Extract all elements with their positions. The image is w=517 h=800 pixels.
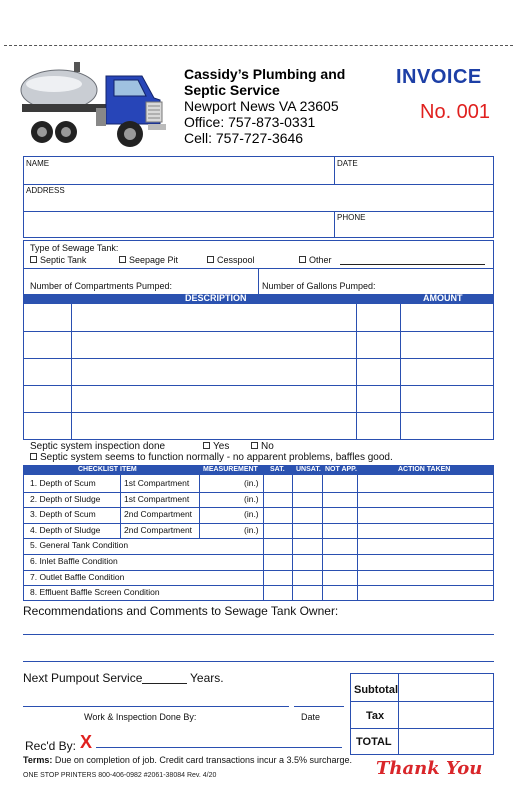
checklist-item-label: 4. Depth of Sludge xyxy=(30,524,101,535)
not-app-header: NOT APP. xyxy=(325,466,357,473)
address-field[interactable]: ADDRESS xyxy=(26,186,65,195)
date-field[interactable]: DATE xyxy=(337,159,358,168)
row-divider xyxy=(23,570,494,571)
compartment-label: 2nd Compartment xyxy=(124,524,193,535)
inspection-no[interactable]: No xyxy=(251,441,274,452)
description-header: DESCRIPTION xyxy=(185,293,247,303)
name-field[interactable]: NAME xyxy=(26,159,50,168)
amount-header: AMOUNT xyxy=(423,293,463,303)
row-divider xyxy=(23,507,494,508)
x-mark: X xyxy=(80,732,93,752)
row-divider xyxy=(23,523,494,524)
option-cesspool[interactable]: Cesspool xyxy=(207,255,255,265)
system-normal-option[interactable]: Septic system seems to function normally - no apparent problems, baffles good. xyxy=(30,452,393,463)
inspection-done-label: Septic system inspection done xyxy=(30,441,166,452)
recommendations-label: Recommendations and Comments to Sewage Tank Owner: xyxy=(23,604,339,618)
compartment-label: 1st Compartment xyxy=(124,478,190,488)
printer-credit: ONE STOP PRINTERS 800-406-0982 #2061-38084 Rev. 4/20 xyxy=(23,772,217,779)
row-divider xyxy=(23,538,494,539)
checklist-item-label: 7. Outlet Baffle Condition xyxy=(30,571,125,582)
option-other[interactable]: Other xyxy=(299,255,332,265)
compartment-label: 1st Compartment xyxy=(124,493,190,504)
checklist-item-label: 6. Inlet Baffle Condition xyxy=(30,556,118,566)
checkbox-icon[interactable] xyxy=(299,256,306,263)
customer-info-box xyxy=(23,156,494,238)
action-taken-header: ACTION TAKEN xyxy=(398,466,451,473)
sewage-type-label: Type of Sewage Tank: xyxy=(30,243,119,253)
checklist-item-label: 2. Depth of Sludge xyxy=(30,493,101,504)
total-label: TOTAL xyxy=(356,736,392,748)
checkbox-icon[interactable] xyxy=(203,442,210,449)
company-info xyxy=(184,66,345,146)
unit-label: (in.) xyxy=(244,524,259,535)
septic-truck-image xyxy=(14,58,176,160)
terms: Terms: Due on completion of job. Credit card transactions incur a 3.5% surcharge. xyxy=(23,755,353,765)
work-by-label: Work & Inspection Done By: xyxy=(84,712,197,722)
row-divider xyxy=(23,585,494,586)
years-label: Years. xyxy=(190,671,224,685)
unit-label: (in.) xyxy=(244,478,259,488)
checkbox-icon[interactable] xyxy=(30,256,37,263)
company-name-line2: Septic Service xyxy=(184,82,280,98)
date-label: Date xyxy=(301,712,321,722)
checkbox-icon[interactable] xyxy=(119,256,126,263)
unit-label: (in.) xyxy=(244,493,259,504)
checkbox-icon[interactable] xyxy=(251,442,258,449)
pumpout-years-blank[interactable] xyxy=(142,683,187,684)
checklist-item-label: 1. Depth of Scum xyxy=(30,478,96,488)
unit-label: (in.) xyxy=(244,509,259,520)
option-septic-tank[interactable]: Septic Tank xyxy=(30,255,86,265)
company-address: Newport News VA 23605 xyxy=(184,98,339,114)
checklist-item-header: CHECKLIST ITEM xyxy=(78,466,137,473)
gallons-pumped-label: Number of Gallons Pumped: xyxy=(262,281,376,291)
other-blank-line[interactable] xyxy=(340,264,485,265)
company-office-phone: Office: 757-873-0331 xyxy=(184,114,316,130)
sat-header: SAT. xyxy=(270,466,285,473)
invoice-number: No. 001 xyxy=(420,101,491,123)
checkbox-icon[interactable] xyxy=(207,256,214,263)
tear-off-line xyxy=(4,45,513,46)
measurement-header: MEASUREMENT xyxy=(203,466,258,473)
company-cell-phone: Cell: 757-727-3646 xyxy=(184,130,304,146)
invoice-title: INVOICE xyxy=(396,66,482,88)
tax-label: Tax xyxy=(366,710,385,722)
inspection-yes[interactable]: Yes xyxy=(203,441,229,452)
recd-by-signature-line[interactable] xyxy=(96,747,342,748)
compartment-label: 2nd Compartment xyxy=(124,509,193,520)
row-divider xyxy=(23,492,494,493)
recommendations-line[interactable] xyxy=(23,634,494,635)
compartments-pumped-label: Number of Compartments Pumped: xyxy=(30,281,173,291)
work-by-signature-line[interactable] xyxy=(23,706,289,707)
checklist-item-label: 5. General Tank Condition xyxy=(30,540,129,551)
option-seepage-pit[interactable]: Seepage Pit xyxy=(119,255,178,265)
next-pumpout-label: Next Pumpout Service xyxy=(23,671,143,685)
checkbox-icon[interactable] xyxy=(30,453,37,460)
checklist-item-label: 3. Depth of Scum xyxy=(30,509,96,520)
row-divider xyxy=(23,554,494,555)
thank-you: Thank You xyxy=(376,758,483,779)
recommendations-line[interactable] xyxy=(23,661,494,662)
work-date-line[interactable] xyxy=(294,706,344,707)
phone-field[interactable]: PHONE xyxy=(337,213,366,222)
checklist-item-label: 8. Effluent Baffle Screen Condition xyxy=(30,587,160,598)
recd-by-label: Rec'd By: xyxy=(25,739,76,753)
unsat-header: UNSAT. xyxy=(296,466,321,473)
subtotal-label: Subtotal xyxy=(354,684,398,696)
company-name-line1: Cassidy’s Plumbing and xyxy=(184,66,346,82)
